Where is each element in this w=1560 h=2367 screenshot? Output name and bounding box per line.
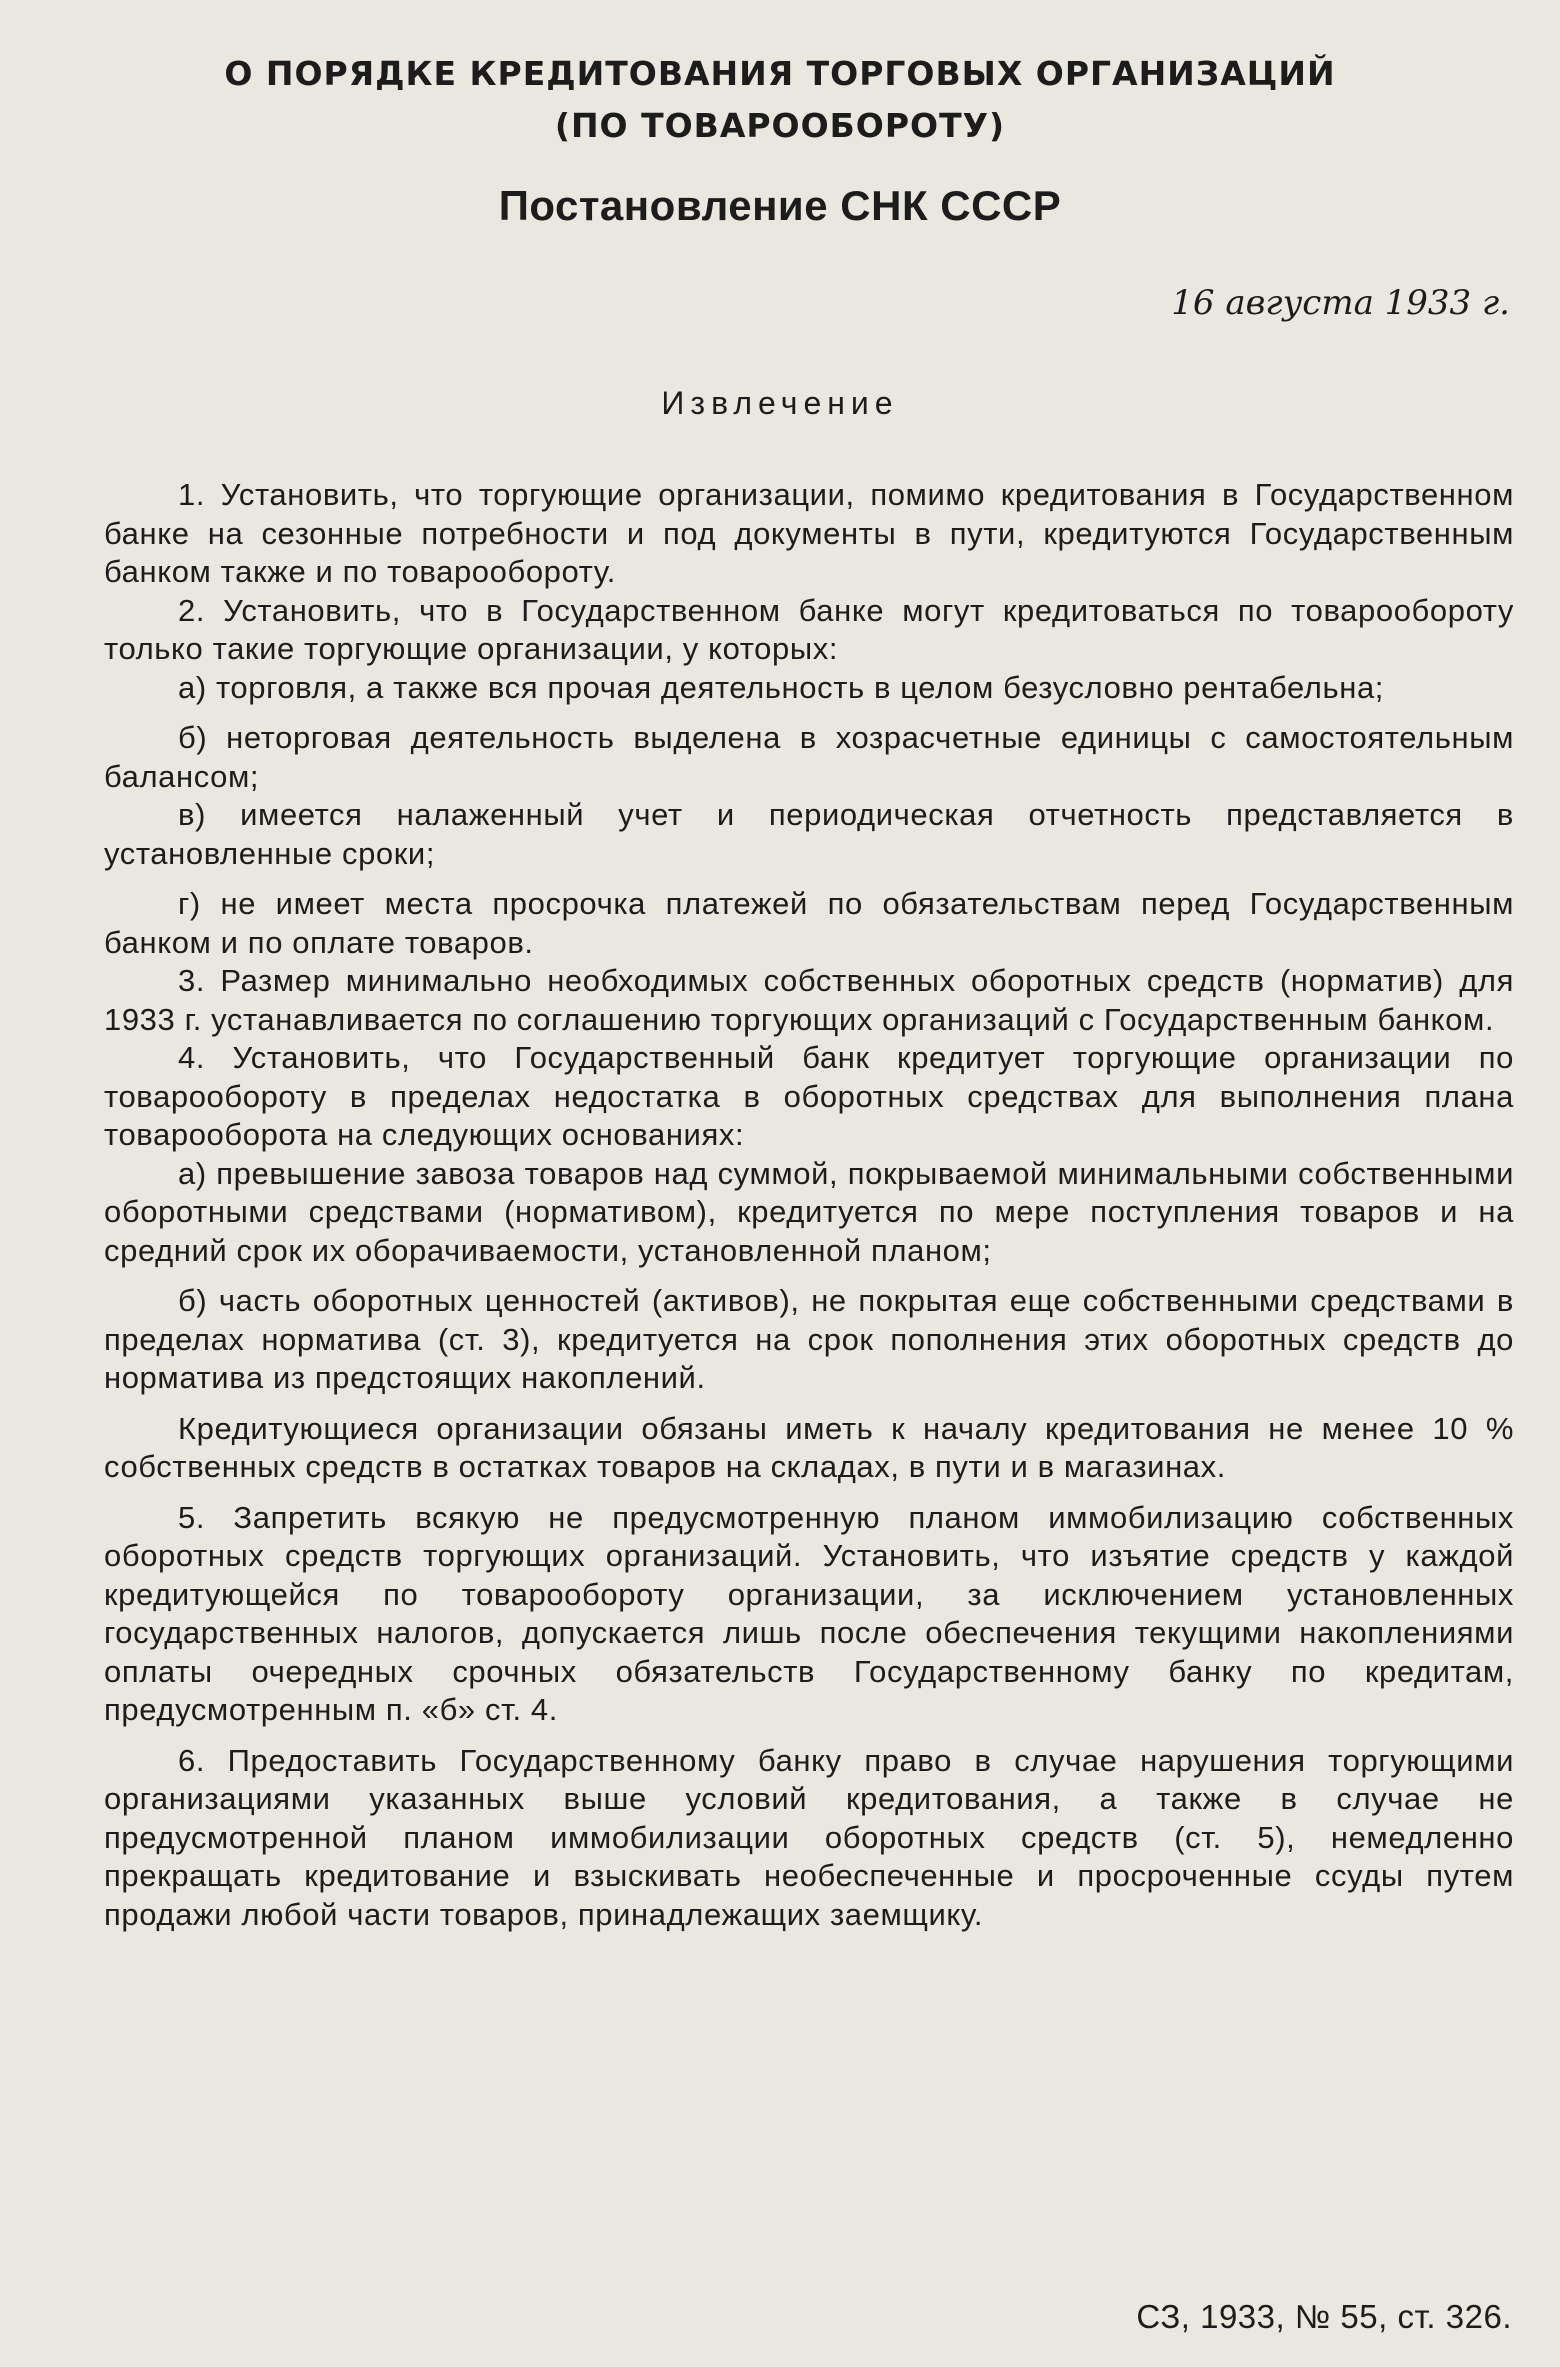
paragraph-4: 4. Установить, что Государственный банк кредитует торгующие организации по товарообороту в пределах недостатка в оборотных средствах для выполнения плана товарооборота на следующих основаниях: bbox=[104, 1040, 1514, 1152]
document-date: 16 августа 1933 г. bbox=[1171, 283, 1510, 323]
paragraph-3: 3. Размер минимально необходимых собственных оборотных средств (норматив) для 1933 г. устанавливается по соглашению торгующих организаций с Государственным банком. bbox=[104, 963, 1514, 1037]
extract-label: Извлечение bbox=[661, 385, 899, 421]
paragraph-6: 6. Предоставить Государственному банку право в случае нарушения торгующими организациями указанных выше условий кредитования, а также в случае не предусмотренной планом иммобилизации оборотных средств (ст. 5), немедленно прекращать кредитование и взыскивать необеспеченные и просроченные ссуды путем продажи любой части товаров, принадлежащих заемщику. bbox=[104, 1742, 1514, 1932]
document-subtitle: Постановление СНК СССР bbox=[498, 182, 1062, 229]
paragraph-4-note: Кредитующиеся организации обязаны иметь к началу кредитования не менее 10 % собственных средств в остатках товаров на складах, в пути и в магазинах. bbox=[104, 1410, 1514, 1484]
paragraph-2g: г) не имеет места просрочка платежей по обязательствам перед Государственным банком и по оплате товаров. bbox=[104, 886, 1514, 960]
paragraph-2b: б) неторговая деятельность выделена в хозрасчетные единицы с самостоятельным балансом; bbox=[104, 720, 1514, 794]
document-title-line-1: О ПОРЯДКЕ КРЕДИТОВАНИЯ ТОРГОВЫХ ОРГАНИЗАЦИЙ bbox=[224, 54, 1336, 93]
paragraph-4b: б) часть оборотных ценностей (активов), не покрытая еще собственными средствами в пределах норматива (ст. 3), кредитуется на срок пополнения этих оборотных средств до норматива из предстоящих накоплений. bbox=[104, 1283, 1514, 1395]
paragraph-5: 5. Запретить всякую не предусмотренную планом иммобилизацию собственных оборотных средств торгующих организаций. Установить, что изъятие средств у каждой кредитующейся по товарообороту организации, за исключением установленных государственных налогов, допускается лишь после обеспечения текущими накоплениями оплаты очередных срочных обязательств Государственному банку по кредитам, предусмотренным п. «б» ст. 4. bbox=[104, 1499, 1514, 1727]
paragraph-2a: а) торговля, а также вся прочая деятельность в целом безусловно рентабельна; bbox=[178, 669, 1384, 705]
document-body bbox=[104, 476, 1514, 1934]
paragraph-2: 2. Установить, что в Государственном банке могут кредитоваться по товарообороту только такие торгующие организации, у которых: bbox=[104, 592, 1514, 666]
paragraph-1: 1. Установить, что торгующие организации, помимо кредитования в Государственном банке на сезонные потребности и под документы в пути, кредитуются Государственным банком также и по товарообороту. bbox=[104, 477, 1514, 589]
document-title-line-2: (ПО ТОВАРООБОРОТУ) bbox=[554, 106, 1006, 145]
source-citation: СЗ, 1933, № 55, ст. 326. bbox=[1136, 2298, 1512, 2335]
paragraph-4a: а) превышение завоза товаров над суммой, покрываемой минимальными собственными оборотными средствами (нормативом), кредитуется по мере поступления товаров и на средний срок их оборачиваемости, установленной планом; bbox=[104, 1155, 1514, 1268]
paragraph-2v: в) имеется налаженный учет и периодическая отчетность представляется в установленные сроки; bbox=[104, 797, 1514, 871]
